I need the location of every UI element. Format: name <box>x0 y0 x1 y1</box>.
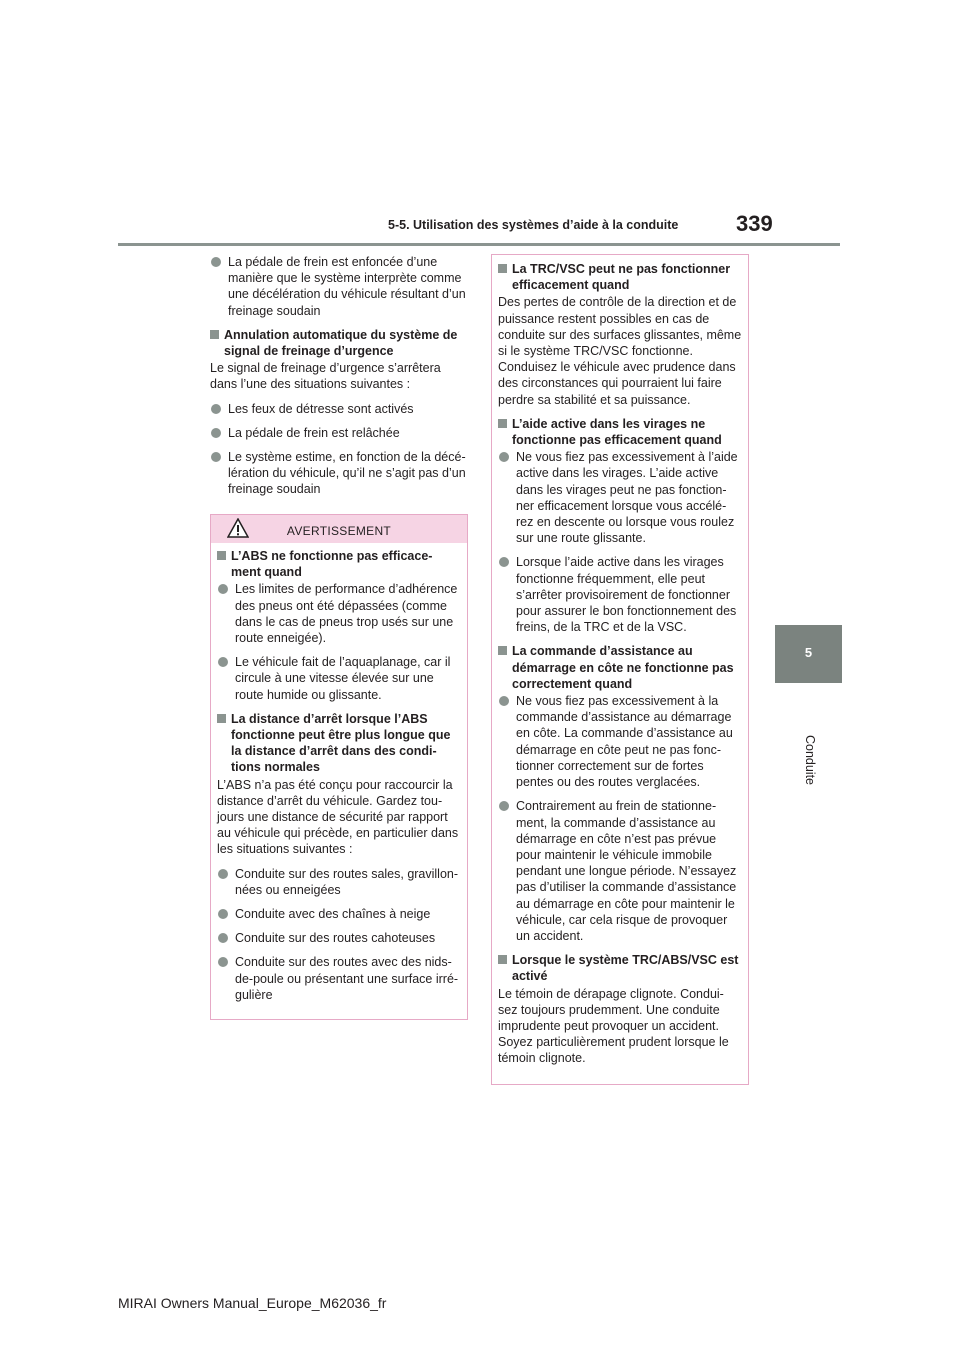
bullet-icon <box>218 869 228 879</box>
chapter-tab <box>775 625 842 683</box>
square-bullet-icon <box>210 330 219 339</box>
list-item: Les feux de détresse sont activés <box>210 401 468 417</box>
square-bullet-icon <box>498 646 507 655</box>
list-item: Conduite sur des routes sales, gravillon- nées ou enneigées <box>217 866 461 898</box>
list-item: Contrairement au frein de stationne- ment, la commande d’assistance au démarrage en côte n’est pas prévue pour maintenir le véhicule immobile pendant une longue période. N’essayez pas d’utiliser la commande d’assistance au démarrage en côte pour maintenir le véhicule, car cela risque de provoquer un accident. <box>498 798 742 944</box>
section-title: 5-5. Utilisation des systèmes d’aide à la conduite <box>388 218 679 232</box>
section-heading: L’ABS ne fonctionne pas efficace- ment quand <box>217 548 461 580</box>
list-item: Ne vous fiez pas excessivement à la commande d’assistance au démarrage en côte. La commande d’assistance au démarrage en côte peut ne pas fonc- tionner correctement sur de fortes pentes ou des routes verglacées. <box>498 693 742 790</box>
paragraph: Le signal de freinage d’urgence s’arrêtera dans l’une des situations suivantes : <box>210 361 441 392</box>
bullet-icon <box>211 404 221 414</box>
chapter-number: 5 <box>804 645 813 660</box>
bullet-icon <box>218 909 228 919</box>
section-heading: L’aide active dans les virages ne fonctionne pas efficacement quand <box>498 416 742 448</box>
section-heading: Lorsque le système TRC/ABS/VSC est activé <box>498 952 742 984</box>
right-column-box <box>491 254 749 1085</box>
left-column <box>210 254 468 506</box>
header-divider <box>118 243 840 246</box>
bullet-icon <box>499 801 509 811</box>
list-item: Conduite avec des chaînes à neige <box>217 906 461 922</box>
list-item: Le système estime, en fonction de la décé- lération du véhicule, qu’il ne s’agit pas d’un freinage soudain <box>210 449 468 498</box>
section-heading: La distance d’arrêt lorsque l’ABS fonctionne peut être plus longue que la distance d’arrêt dans des condi- tions normales <box>217 711 461 776</box>
list-item: La pédale de frein est relâchée <box>210 425 468 441</box>
paragraph: L’ABS n’a pas été conçu pour raccourcir la distance d’arrêt du véhicule. Gardez tou- jours une distance de sécurité par rapport au véhicule qui précède, en particulier dans les situations suivantes : <box>217 777 459 857</box>
list-item: Le véhicule fait de l’aquaplanage, car il circule à une vitesse élevée sur une route humide ou glissante. <box>217 654 461 703</box>
bullet-icon <box>218 933 228 943</box>
square-bullet-icon <box>217 714 226 723</box>
section-heading: La commande d’assistance au démarrage en côte ne fonctionne pas correctement quand <box>498 643 742 692</box>
bullet-icon <box>499 452 509 462</box>
list-item: Conduite sur des routes avec des nids- de-poule ou présentant une surface irré- gulière <box>217 954 461 1003</box>
section-heading: La TRC/VSC peut ne pas fonctionner efficacement quand <box>498 261 742 293</box>
list-item: Ne vous fiez pas excessivement à l’aide active dans les virages. L’aide active dans les virages peut ne pas fonction- ner efficacement lorsque vous accélé- rez en descente ou lorsque vous roulez sur une route glissante. <box>498 449 742 546</box>
warning-box <box>210 514 468 1020</box>
chapter-label: Conduite <box>803 734 817 786</box>
list-item: La pédale de frein est enfoncée d’une manière que le système interprète comme une décélération du véhicule résultant d’un freinage soudain <box>210 254 468 319</box>
page-number: 339 <box>736 211 773 236</box>
square-bullet-icon <box>498 419 507 428</box>
square-bullet-icon <box>217 551 226 560</box>
bullet-icon <box>211 452 221 462</box>
section-heading: Annulation automatique du système de signal de freinage d’urgence <box>210 327 468 359</box>
bullet-icon <box>499 557 509 567</box>
bullet-icon <box>211 428 221 438</box>
square-bullet-icon <box>498 955 507 964</box>
paragraph: Des pertes de contrôle de la direction et de puissance restent possibles en cas de conduite sur des surfaces glissantes, même si le système TRC/VSC fonctionne. Conduisez le véhicule avec prudence dans des circonstances qui pourraient lui faire perdre sa stabilité et sa puissance. <box>498 295 742 407</box>
square-bullet-icon <box>498 264 507 273</box>
warning-body <box>211 543 467 1003</box>
bullet-icon <box>211 257 221 267</box>
footer-text: MIRAI Owners Manual_Europe_M62036_fr <box>118 1295 387 1311</box>
list-item: Conduite sur des routes cahoteuses <box>217 930 461 946</box>
chapter-label-container <box>790 720 830 800</box>
warning-triangle-icon <box>227 518 249 538</box>
bullet-icon <box>499 696 509 706</box>
bullet-icon <box>218 584 228 594</box>
list-item: Lorsque l’aide active dans les virages fonctionne fréquemment, elle peut s’arrêter provisoirement de fonctionner pour assurer le bon fonctionnement des freins, de la TRC et de la VSC. <box>498 554 742 635</box>
warning-header <box>211 515 467 543</box>
list-item: Les limites de performance d’adhérence des pneus ont été dépassées (comme dans le cas de pneus trop usés sur une route enneigée). <box>217 581 461 646</box>
bullet-icon <box>218 957 228 967</box>
bullet-icon <box>218 657 228 667</box>
warning-title: AVERTISSEMENT <box>286 524 392 538</box>
paragraph: Le témoin de dérapage clignote. Condui- sez toujours prudemment. Une conduite imprudente peut provoquer un accident. Soyez particulièrement prudent lorsque le témoin clignote. <box>498 986 729 1066</box>
